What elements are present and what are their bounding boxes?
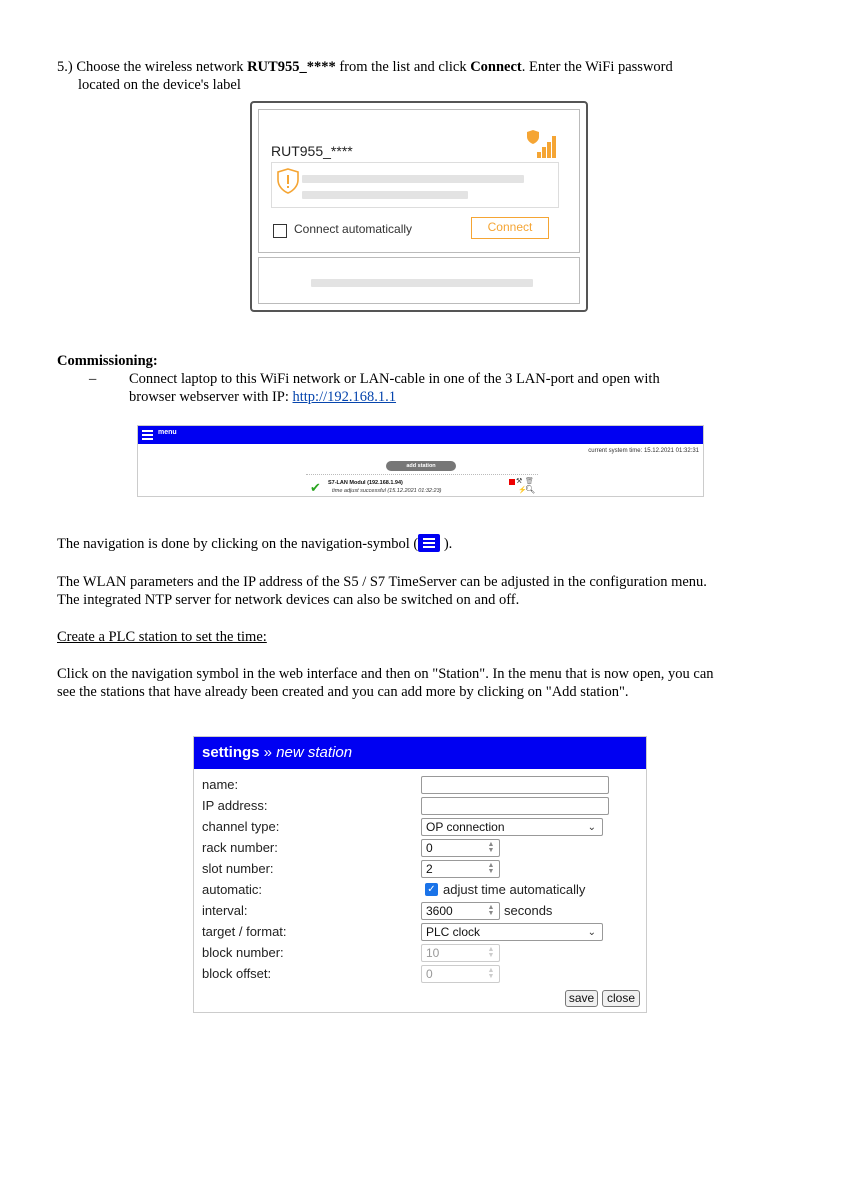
lightning-icon[interactable]: ⚡ — [518, 487, 527, 494]
navigation-text — [57, 535, 452, 554]
step5-line1 — [57, 58, 673, 76]
bullet-dash: – — [89, 371, 97, 387]
rack-number-label: rack number: — [202, 840, 278, 855]
create-station-heading: Create a PLC station to set the time: — [57, 629, 267, 645]
wlan-text-line2: The integrated NTP server for network devices can also be switched on and off. — [57, 592, 520, 608]
commissioning-line1: Connect laptop to this WiFi network or LAN-cable in one of the 3 LAN-port and open with — [129, 371, 660, 387]
warning-shield-icon — [277, 168, 299, 194]
target-format-value: PLC clock — [426, 925, 481, 939]
automatic-label: automatic: — [202, 882, 262, 897]
chevron-down-icon: ⌄ — [587, 927, 596, 938]
wifi-bottom-panel — [258, 257, 580, 304]
search-icon[interactable]: 🔍︎ — [525, 485, 536, 494]
navigation-text-after: ). — [440, 536, 453, 552]
spinner-icon: ▲ ▼ — [487, 946, 495, 959]
target-format-select[interactable] — [421, 923, 603, 941]
wifi-signal-secured-icon — [527, 130, 559, 158]
spinner-icon: ▲ ▼ — [487, 967, 495, 980]
add-station-button[interactable]: add station — [386, 461, 456, 471]
ip-address-input[interactable] — [421, 797, 609, 815]
block-number-input — [421, 944, 500, 962]
adjust-time-checkbox[interactable]: ✓ — [425, 883, 438, 896]
wifi-network-panel — [258, 109, 580, 253]
step5-suffix: . Enter the WiFi password — [521, 59, 673, 75]
security-notice — [271, 162, 559, 208]
placeholder-bar — [302, 191, 468, 199]
system-time: current system time: 15.12.2021 01:32:31 — [588, 448, 699, 454]
checkmark-icon: ✔ — [310, 480, 321, 495]
station-row — [306, 474, 538, 497]
rack-number-value: 0 — [426, 841, 433, 855]
title-separator: » — [259, 744, 277, 761]
step5-prefix: 5.) Choose the wireless network — [57, 59, 248, 75]
block-offset-label: block offset: — [202, 966, 272, 981]
spinner-icon[interactable]: ▲ ▼ — [487, 862, 495, 875]
name-label: name: — [202, 777, 239, 792]
commissioning-line2-prefix: browser webserver with IP: — [129, 389, 293, 405]
hamburger-menu-icon[interactable] — [142, 430, 153, 440]
block-number-value: 10 — [426, 946, 440, 960]
block-offset-value: 0 — [426, 967, 433, 981]
placeholder-bar — [311, 279, 533, 287]
navigation-symbol-icon — [418, 534, 440, 552]
connect-word: Connect — [470, 59, 522, 75]
commissioning-heading: Commissioning: — [57, 353, 158, 369]
wifi-dialog — [250, 101, 588, 312]
channel-type-select[interactable] — [421, 818, 603, 836]
slot-number-label: slot number: — [202, 861, 274, 876]
wifi-ssid: RUT955_**** — [271, 143, 353, 159]
close-button[interactable]: close — [602, 990, 640, 1007]
chevron-down-icon: ⌄ — [587, 822, 596, 833]
menu-label[interactable]: menu — [158, 429, 177, 436]
slot-number-value: 2 — [426, 862, 433, 876]
block-offset-input — [421, 965, 500, 983]
block-number-label: block number: — [202, 945, 284, 960]
step5-line2: located on the device's label — [78, 77, 241, 93]
spinner-icon[interactable]: ▲ ▼ — [487, 841, 495, 854]
click-text-line1: Click on the navigation symbol in the web interface and then on "Station". In the menu that is now open, you can — [57, 666, 714, 682]
ip-link[interactable]: http://192.168.1.1 — [292, 389, 397, 405]
settings-header — [194, 737, 646, 769]
commissioning-line2 — [129, 388, 396, 406]
station-status: time adjust successful (15.12.2021 01:32:23) — [332, 488, 442, 494]
stop-icon[interactable] — [509, 479, 515, 485]
click-text-line2: see the stations that have already been created and you can add more by clicking on "Add station". — [57, 684, 629, 700]
spinner-icon[interactable]: ▲ ▼ — [487, 904, 495, 917]
wlan-text-line1: The WLAN parameters and the IP address of the S5 / S7 TimeServer can be adjusted in the configuration menu. — [57, 574, 707, 590]
step5-middle: from the list and click — [335, 59, 471, 75]
settings-new-station-panel — [193, 736, 647, 1013]
station-name: S7-LAN Modul (192.168.1.94) — [328, 480, 403, 486]
channel-type-label: channel type: — [202, 819, 280, 834]
navigation-text-before: The navigation is done by clicking on the navigation-symbol ( — [57, 536, 419, 552]
connect-button[interactable]: Connect — [471, 217, 549, 239]
placeholder-bar — [302, 175, 524, 183]
slot-number-input[interactable] — [421, 860, 500, 878]
network-name: RUT955_**** — [247, 59, 336, 75]
settings-title: settings — [202, 744, 260, 761]
save-button[interactable]: save — [565, 990, 598, 1007]
interval-input[interactable] — [421, 902, 500, 920]
settings-subtitle: new station — [276, 744, 353, 761]
interval-value: 3600 — [426, 904, 453, 918]
trash-icon[interactable]: 🗑 — [525, 478, 534, 485]
tools-icon[interactable]: ⚒ — [516, 478, 523, 485]
channel-type-value: OP connection — [426, 820, 505, 834]
connect-automatically-label: Connect automatically — [294, 222, 413, 236]
interval-label: interval: — [202, 903, 248, 918]
adjust-time-label: adjust time automatically — [443, 882, 586, 897]
target-format-label: target / format: — [202, 924, 287, 939]
ip-address-label: IP address: — [202, 798, 268, 813]
name-input[interactable] — [421, 776, 609, 794]
rack-number-input[interactable] — [421, 839, 500, 857]
interval-unit: seconds — [504, 903, 553, 918]
menu-bar — [138, 426, 703, 444]
web-interface-screenshot — [137, 425, 704, 497]
connect-automatically-checkbox[interactable] — [273, 224, 287, 238]
